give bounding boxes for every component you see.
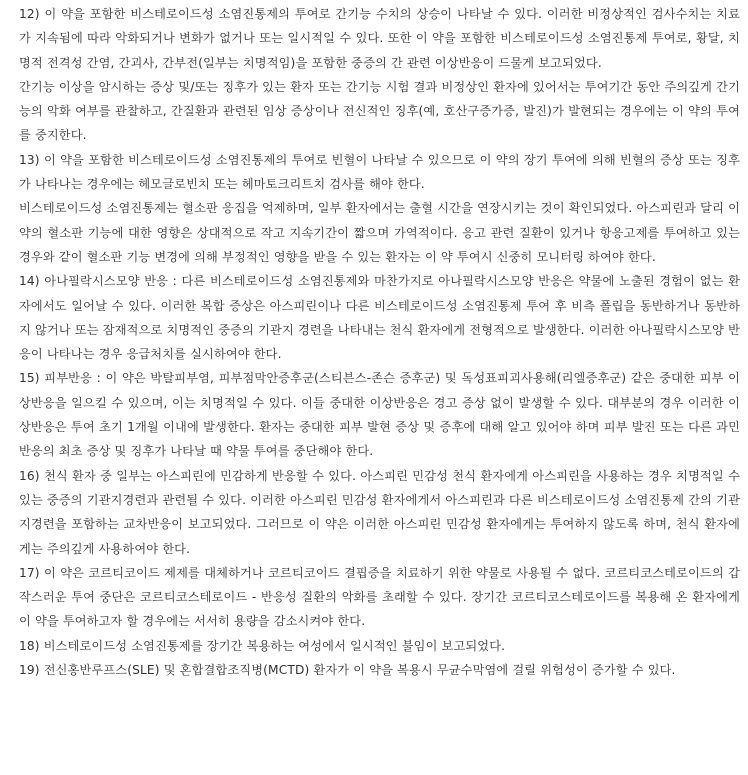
- paragraph-liver-monitoring: 간기능 이상을 암시하는 증상 및/또는 징후가 있는 환자 또는 간기능 시험 결과 비정상인 환자에 있어서는 투여기간 동안 주의깊게 간기능의 악화 여부를 관찰하고, 간질환과 관련된 임상 증상이나 전신적인 징후(예, 호산구증가증, 발진)가 발현되는 경우에는 이 약의 투여를 중지한다.: [19, 79, 740, 143]
- paragraph-18-infertility: 18) 비스테로이드성 소염진통제를 장기간 복용하는 여성에서 일시적인 불임이 보고되었다.: [19, 638, 506, 653]
- paragraph-12-liver-function: 12) 이 약을 포함한 비스테로이드성 소염진통제의 투여로 간기능 수치의 상승이 나타날 수 있다. 이러한 비정상적인 검사수치는 치료가 지속됨에 따라 악화되거나 변화가 없거나 또는 일시적일 수 있다. 또한 이 약을 포함한 비스테로이드성 소염진통제 투여로, 황달, 치명적 전격성 간염, 간괴사, 간부전(일부는 치명적임)을 포함한 중증의 간 관련 이상반응이 드물게 보고되었다.: [19, 7, 740, 70]
- paragraph-platelet-function: 비스테로이드성 소염진통제는 혈소판 응집을 억제하며, 일부 환자에서는 출혈 시간을 연장시키는 것이 확인되었다. 아스피린과 달리 이 약의 혈소판 기능에 대한 영향은 상대적으로 작고 지속기간이 짧으며 가역적이다. 응고 관련 질환이 있거나 항응고제를 투여하고 있는 경우와 같이 혈소판 기능 변경에 의해 부정적인 영향을 받을 수 있는 환자는 이 약 투여시 신중히 모니터링 하여야 한다.: [19, 201, 740, 264]
- paragraph-17-corticoid: 17) 이 약은 코르티코이드 제제를 대체하거나 코르티코이드 결핍증을 치료하기 위한 약물로 사용될 수 없다. 코르티코스테로이드의 갑작스러운 투여 중단은 코르티코스테로이드 - 반응성 질환의 악화를 초래할 수 있다. 장기간 코르티코스테로이드를 복용해 온 환자에게 이 약을 투여하고자 할 경우에는 서서히 용량을 감소시켜야 한다.: [19, 565, 740, 629]
- paragraph-14-anaphylactoid: 14) 아나필락시스모양 반응 : 다른 비스테로이드성 소염진통제와 마찬가지로 아나필락시스모양 반응은 약물에 노출된 경험이 없는 환자에서도 일어날 수 있다. 이러한 복합 증상은 아스피린이나 다른 비스테로이드성 소염진통제 투여 후 비측 폴립을 동반하거나 동반하지 않거나 또는 잠재적으로 치명적인 중증의 기관지 경련을 나타내는 천식 환자에게 전형적으로 발생한다. 이러한 아나필락시스모양 반응이 나타나는 경우 응급처치를 실시하여야 한다.: [19, 274, 740, 362]
- paragraph-19-sle-mctd: 19) 전신홍반루프스(SLE) 및 혼합결합조직병(MCTD) 환자가 이 약을 복용시 무균수막염에 걸릴 위험성이 증가할 수 있다.: [19, 663, 676, 678]
- paragraph-15-skin-reactions: 15) 피부반응 : 이 약은 박탈피부염, 피부점막안증후군(스티븐스-존슨 증후군) 및 독성표피괴사용해(리엘증후군) 같은 중대한 피부 이상반응을 일으킬 수 있으며, 이는 치명적일 수 있다. 이들 중대한 이상반응은 경고 증상 없이 발생할 수 있다. 대부분의 경우 이러한 이상반응은 투여 초기 1개월 이내에 발생한다. 환자는 중대한 피부 발현 증상 및 증후에 대해 알고 있어야 하며 피부 발진 또는 다른 과민반응의 최초 증상 및 징후가 나타날 때 약물 투여를 중단해야 한다.: [19, 371, 740, 459]
- paragraph-16-asthma: 16) 천식 환자 중 일부는 아스피린에 민감하게 반응할 수 있다. 아스피린 민감성 천식 환자에게 아스피린을 사용하는 경우 치명적일 수 있는 중증의 기관지경련과 관련될 수 있다. 이러한 아스피린 민감성 환자에게서 아스피린과 다른 비스테로이드성 소염진통제 간의 기관지경련을 포함하는 교차반응이 보고되었다. 그러므로 이 약은 이러한 아스피린 민감성 환자에게는 투여하지 않도록 하며, 천식 환자에게는 주의깊게 사용하여야 한다.: [19, 468, 740, 556]
- paragraph-13-anemia: 13) 이 약을 포함한 비스테로이드성 소염진통제의 투여로 빈혈이 나타날 수 있으므로 이 약의 장기 투여에 의해 빈혈의 증상 또는 징후가 나타나는 경우에는 헤모글로빈치 또는 헤마토크리트치 검사를 해야 한다.: [19, 152, 740, 192]
